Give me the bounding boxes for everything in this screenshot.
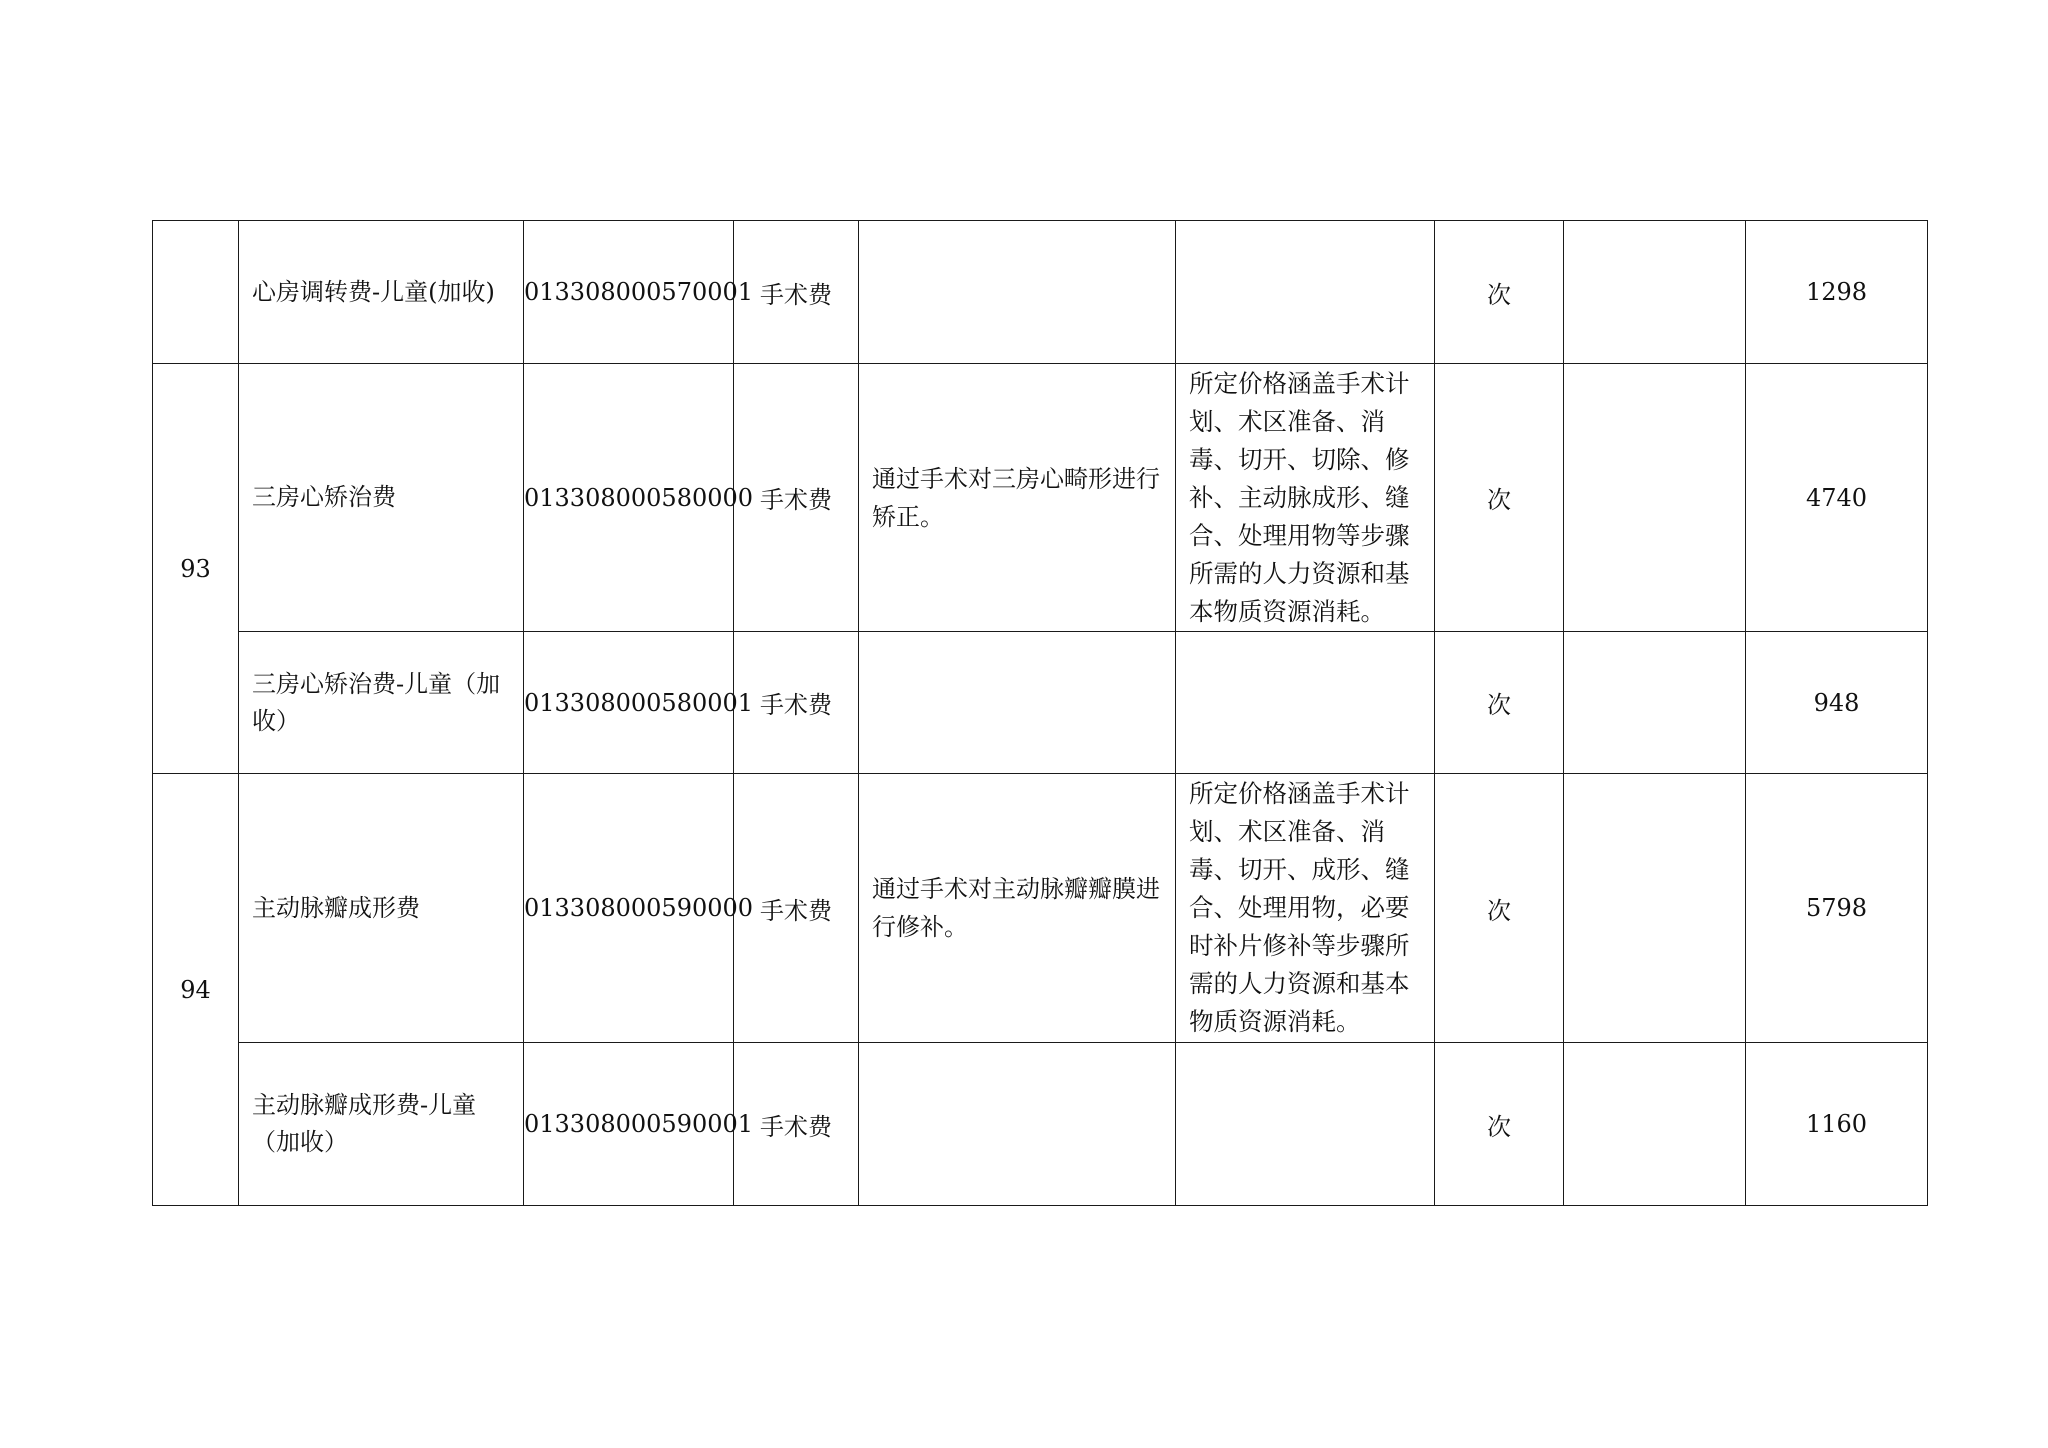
- unit-cell: 次: [1435, 774, 1564, 1043]
- category-cell: 手术费: [734, 632, 859, 774]
- table-row: [153, 632, 1928, 774]
- exclusions-cell: [1176, 632, 1435, 774]
- table-row: [153, 221, 1928, 364]
- unit-cell: 次: [1435, 221, 1564, 364]
- price-cell: 948: [1746, 632, 1928, 774]
- exclusions-cell: [1176, 221, 1435, 364]
- notes-cell: [1564, 632, 1746, 774]
- item-name-cell: 主动脉瓣成形费-儿童（加收）: [239, 1043, 524, 1206]
- notes-cell: [1564, 221, 1746, 364]
- unit-cell: 次: [1435, 364, 1564, 632]
- unit-cell: 次: [1435, 1043, 1564, 1206]
- item-code-cell: 013308000580000: [524, 364, 734, 632]
- exclusions-cell: 所定价格涵盖手术计划、术区准备、消毒、切开、成形、缝合、处理用物，必要时补片修补等步骤所需的人力资源和基本物质资源消耗。: [1176, 774, 1435, 1043]
- price-cell: 1160: [1746, 1043, 1928, 1206]
- content-cell: [859, 632, 1176, 774]
- seq-cell: 94: [153, 774, 239, 1206]
- content-cell: [859, 221, 1176, 364]
- notes-cell: [1564, 774, 1746, 1043]
- item-name-cell: 心房调转费-儿童(加收): [239, 221, 524, 364]
- price-table: [152, 220, 1928, 1206]
- item-name-cell: 主动脉瓣成形费: [239, 774, 524, 1043]
- price-cell: 4740: [1746, 364, 1928, 632]
- price-cell: 5798: [1746, 774, 1928, 1043]
- notes-cell: [1564, 364, 1746, 632]
- category-cell: 手术费: [734, 1043, 859, 1206]
- exclusions-cell: 所定价格涵盖手术计划、术区准备、消毒、切开、切除、修补、主动脉成形、缝合、处理用物等步骤所需的人力资源和基本物质资源消耗。: [1176, 364, 1435, 632]
- content-cell: 通过手术对三房心畸形进行矫正。: [859, 364, 1176, 632]
- content-cell: 通过手术对主动脉瓣瓣膜进行修补。: [859, 774, 1176, 1043]
- item-code-cell: 013308000590000: [524, 774, 734, 1043]
- notes-cell: [1564, 1043, 1746, 1206]
- item-code-cell: 013308000570001: [524, 221, 734, 364]
- category-cell: 手术费: [734, 364, 859, 632]
- unit-cell: 次: [1435, 632, 1564, 774]
- category-cell: 手术费: [734, 774, 859, 1043]
- item-code-cell: 013308000590001: [524, 1043, 734, 1206]
- table-row: [153, 774, 1928, 1043]
- seq-cell: 93: [153, 364, 239, 774]
- category-cell: 手术费: [734, 221, 859, 364]
- content-cell: [859, 1043, 1176, 1206]
- seq-cell: [153, 221, 239, 364]
- table-row: [153, 364, 1928, 632]
- item-name-cell: 三房心矫治费: [239, 364, 524, 632]
- item-code-cell: 013308000580001: [524, 632, 734, 774]
- price-cell: 1298: [1746, 221, 1928, 364]
- exclusions-cell: [1176, 1043, 1435, 1206]
- table-row: [153, 1043, 1928, 1206]
- item-name-cell: 三房心矫治费-儿童（加收）: [239, 632, 524, 774]
